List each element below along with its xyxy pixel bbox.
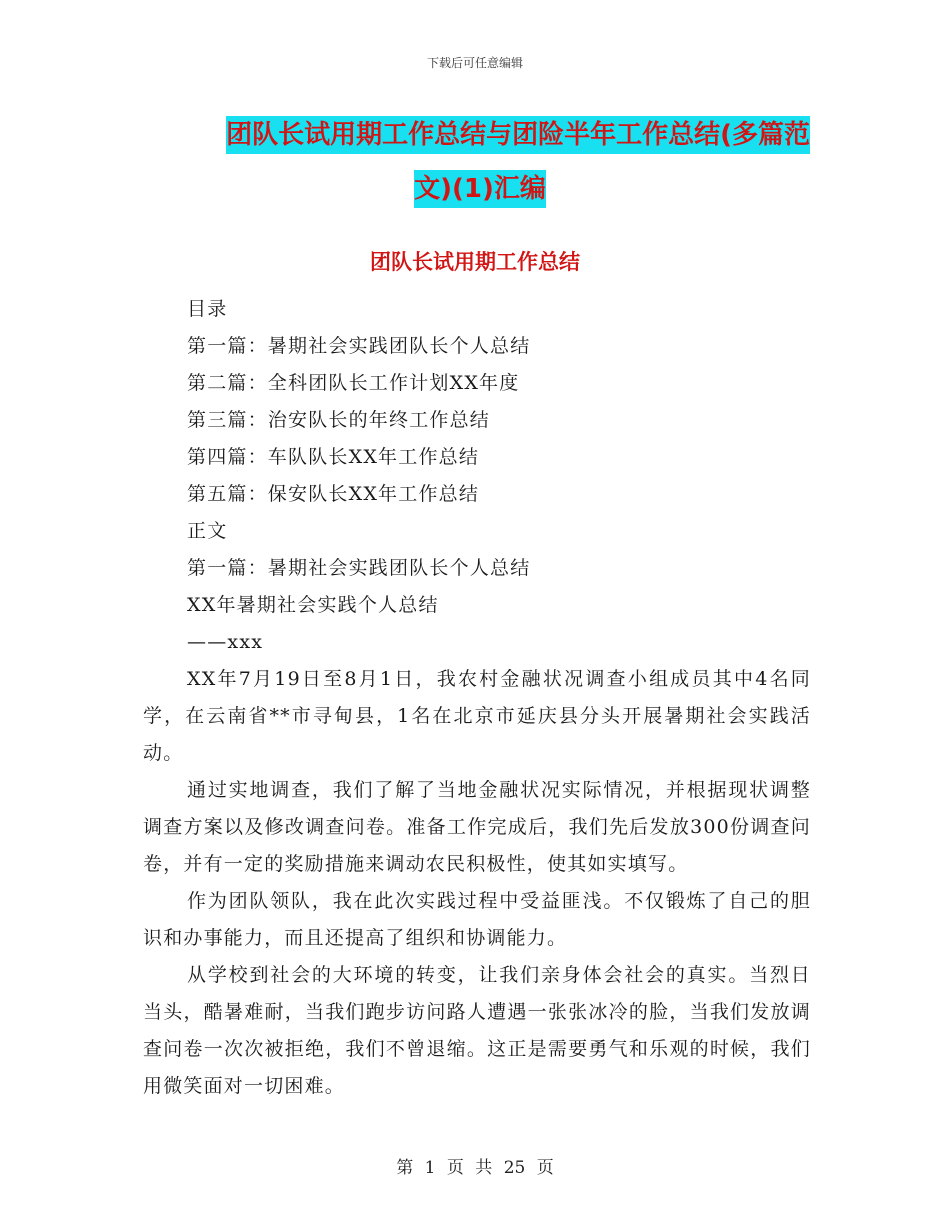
article-author: ——xxx [187,631,264,653]
toc-item: 第一篇：暑期社会实践团队长个人总结 [187,335,531,357]
header-note: 下载后可任意编辑 [426,56,523,70]
toc-item: 第二篇：全科团队长工作计划XX年度 [187,372,520,394]
toc-item: 第三篇：治安队长的年终工作总结 [187,409,491,431]
article-subtitle: XX年暑期社会实践个人总结 [187,594,439,616]
page-number: 第 1 页 共 25 页 [396,1158,554,1178]
article-heading: 第一篇：暑期社会实践团队长个人总结 [187,557,531,579]
document-body [143,291,811,1105]
section-title: 团队长试用期工作总结 [370,250,580,274]
body-paragraph: 从学校到社会的大环境的转变，让我们亲身体会社会的真实。当烈日当头，酷暑难耐，当我们跑步访问路人遭遇一张张冰冷的脸，当我们发放调查问卷一次次被拒绝，我们不曾退缩。这正是需要勇气和乐观的时候，我们用微笑面对一切困难。 [143,964,811,1097]
document-title-line2: 文)(1)汇编 [414,170,546,208]
toc-item: 第五篇：保安队长XX年工作总结 [187,483,480,505]
toc-item: 第四篇：车队队长XX年工作总结 [187,446,480,468]
document-title-line1: 团队长试用期工作总结与团险半年工作总结(多篇范 [226,116,810,154]
body-paragraph: XX年7月19日至8月1日，我农村金融状况调查小组成员其中4名同学，在云南省**市寻甸县，1名在北京市延庆县分头开展暑期社会实践活动。 [143,668,811,764]
body-paragraph: 作为团队领队，我在此次实践过程中受益匪浅。不仅锻炼了自己的胆识和办事能力，而且还提高了组织和协调能力。 [143,890,811,949]
toc-heading: 目录 [187,298,228,320]
body-heading: 正文 [187,520,228,542]
document-title [140,108,810,216]
body-paragraph: 通过实地调查，我们了解了当地金融状况实际情况，并根据现状调整调查方案以及修改调查问卷。准备工作完成后，我们先后发放300份调查问卷，并有一定的奖励措施来调动农民积极性，使其如实填写。 [143,779,811,875]
